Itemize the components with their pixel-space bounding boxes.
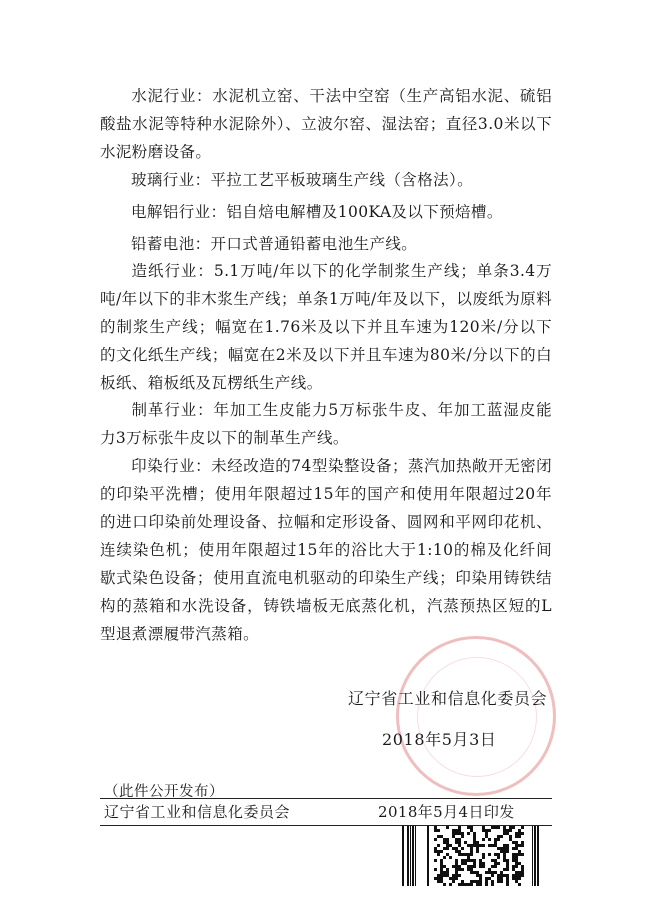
official-seal [396, 636, 556, 796]
seal-inner-ring [417, 657, 537, 777]
paragraph-leather: 制革行业：年加工生皮能力5万标张牛皮、年加工蓝湿皮能力3万标张牛皮以下的制革生产线。 [100, 401, 552, 447]
footer-top-divider [100, 798, 552, 799]
public-release-note: （此件公开发布） [104, 784, 224, 800]
signature-date: 2018年5月3日 [382, 730, 497, 749]
footer-issue-date: 2018年5月4日印发 [378, 803, 515, 821]
paragraph-lead-battery: 铅蓄电池：开口式普通铅蓄电池生产线。 [131, 235, 418, 253]
paragraph-paper: 造纸行业：5.1万吨/年以下的化学制浆生产线；单条3.4万吨/年以下的非木浆生产线；单条1万吨/年及以下，以废纸为原料的制浆生产线；幅宽在1.76米及以下并且车速为120米/分以下的文化纸生产线；幅宽在2米及以下并且车速为80米/分以下的白板纸、箱板纸及瓦楞纸生产线。 [100, 262, 552, 392]
paragraph-cement: 水泥行业：水泥机立窑、干法中空窑（生产高铝水泥、硫铝酸盐水泥等特种水泥除外）、立波尔窑、湿法窑；直径3.0米以下水泥粉磨设备。 [100, 87, 552, 161]
paragraph-aluminum: 电解铝行业：铝自焙电解槽及100KA及以下预焙槽。 [131, 203, 503, 221]
paragraph-glass: 玻璃行业：平拉工艺平板玻璃生产线（含格法）。 [131, 171, 474, 189]
document-barcode [402, 826, 552, 886]
footer-organization: 辽宁省工业和信息化委员会 [104, 803, 291, 821]
paragraph-dyeing: 印染行业：未经改造的74型染整设备；蒸汽加热敞开无密闭的印染平洗槽；使用年限超过15年的国产和使用年限超过20年的进口印染前处理设备、拉幅和定形设备、圆网和平网印花机、连续染色机；使用年限超过15年的浴比大于1:10的棉及化纤间歇式染色设备；使用直流电机驱动的印染生产线；印染用铸铁结构的蒸箱和水洗设备，铸铁墙板无底蒸化机，汽蒸预热区短的L型退煮漂履带汽蒸箱。 [100, 457, 552, 643]
signature-organization: 辽宁省工业和信息化委员会 [348, 689, 548, 708]
